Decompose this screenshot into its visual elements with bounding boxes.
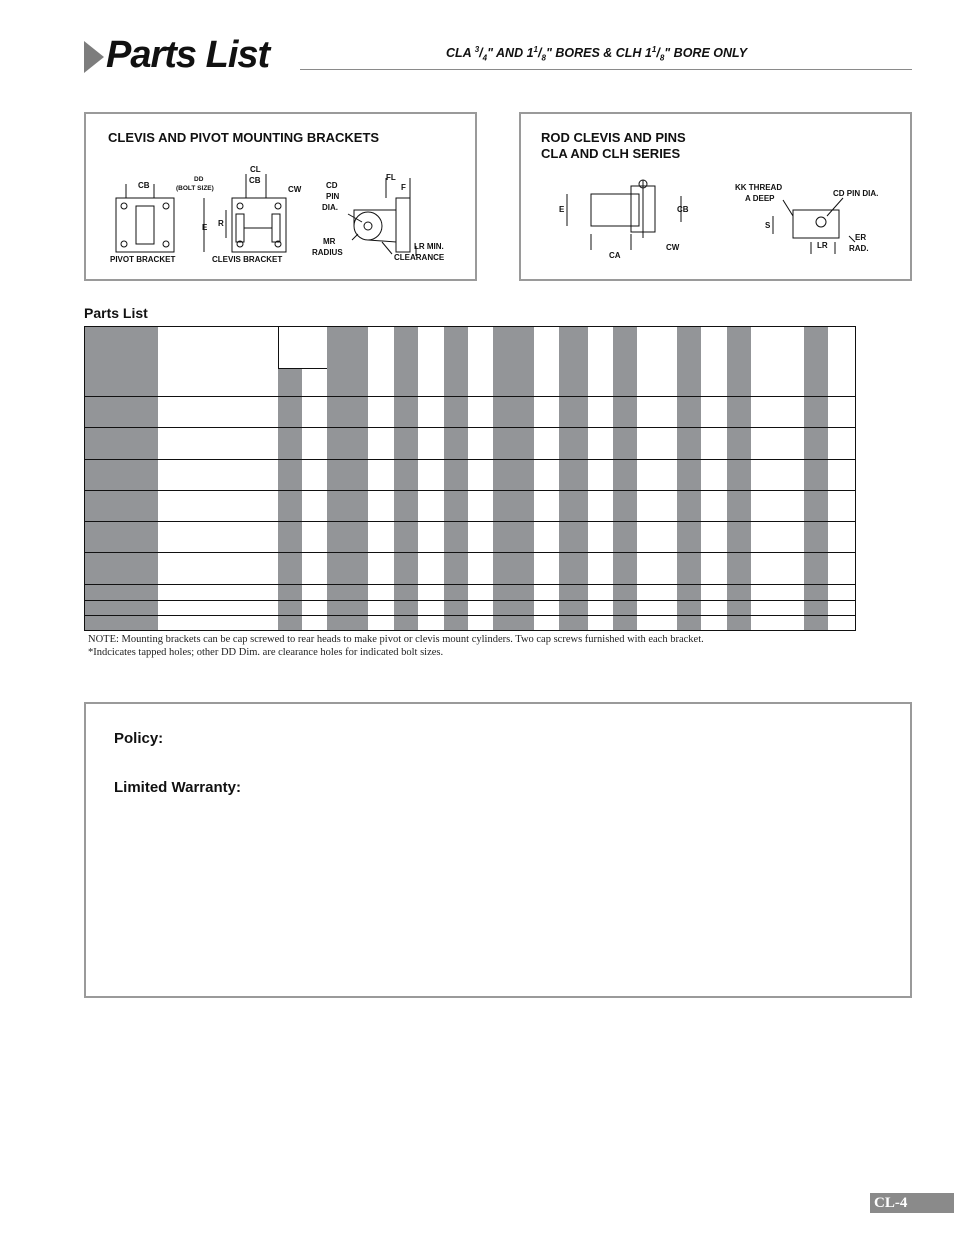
mounting-brackets-title: CLEVIS AND PIVOT MOUNTING BRACKETS <box>108 130 380 145</box>
rod-clevis-drawing <box>521 114 910 279</box>
label-ca: CA <box>609 251 621 260</box>
note-line-1: NOTE: Mounting brackets can be cap screwed to rear heads to make pivot or clevis mount cylinders. Two cap screws furnished with each bracket. <box>88 634 704 645</box>
label-cb-2: CB <box>249 176 261 185</box>
policy-box <box>84 702 912 998</box>
parts-list-heading: Parts List <box>84 305 148 321</box>
label-cb: CB <box>677 205 689 214</box>
label-cw: CW <box>666 243 680 252</box>
table-notes <box>88 634 704 659</box>
label-pin: PIN <box>326 192 340 201</box>
table-row-rule <box>85 521 855 522</box>
rod-clevis-diagram <box>519 112 912 281</box>
note-line-2: *Indcicates tapped holes; other DD Dim. are clearance holes for indicated bolt sizes. <box>88 646 444 658</box>
label-a-deep: A DEEP <box>745 194 775 203</box>
label-cb: CB <box>138 181 150 190</box>
label-s: S <box>765 221 771 230</box>
label-radius: RADIUS <box>312 248 343 257</box>
page-subtitle: CLA $^3/_4$" AND $1^1/_8$" BORES & CLH $1^1/_8$" BORE ONLY <box>446 45 748 63</box>
label-e: E <box>202 223 208 232</box>
table-col-shade <box>278 368 302 630</box>
label-pivot-bracket: PIVOT BRACKET <box>110 255 176 264</box>
label-clevis-bracket: CLEVIS BRACKET <box>212 255 283 264</box>
header-arrow-icon <box>84 41 104 73</box>
table-vline <box>278 327 279 368</box>
table-header-rule <box>85 396 855 397</box>
label-rad: RAD. <box>849 244 869 253</box>
label-cl: CL <box>250 165 261 174</box>
rod-clevis-title-2: CLA AND CLH SERIES <box>541 146 681 161</box>
label-dia: DIA. <box>322 203 338 212</box>
label-bolt-size: (BOLT SIZE) <box>176 185 214 192</box>
table-header-sub-rule <box>278 368 327 369</box>
label-e: E <box>559 205 565 214</box>
label-r: R <box>218 219 224 228</box>
table-row-rule <box>85 552 855 553</box>
label-cd: CD <box>326 181 338 190</box>
mounting-brackets-diagram <box>84 112 477 281</box>
policy-heading: Policy: <box>114 730 164 747</box>
label-dd: DD <box>194 176 204 183</box>
label-mr: MR <box>323 237 336 246</box>
label-lr: LR <box>817 241 828 250</box>
table-row-rule <box>85 600 855 601</box>
page-number: CL-4 <box>874 1195 908 1211</box>
table-row-rule <box>85 459 855 460</box>
table-row-rule <box>85 615 855 616</box>
parts-table <box>84 326 856 631</box>
label-kk-thread: KK THREAD <box>735 183 783 192</box>
label-cd-pin-dia: CD PIN DIA. <box>833 189 879 198</box>
limited-warranty-heading: Limited Warranty: <box>114 779 241 796</box>
table-row-rule <box>85 584 855 585</box>
label-f: F <box>401 183 406 192</box>
mounting-brackets-drawing <box>86 114 475 279</box>
page-title: Parts List <box>106 34 270 76</box>
rod-clevis-title-1: ROD CLEVIS AND PINS <box>541 130 686 145</box>
label-lr-min: LR MIN. <box>414 242 444 251</box>
table-row-rule <box>85 427 855 428</box>
label-clearance: CLEARANCE <box>394 253 445 262</box>
header-rule <box>300 69 912 70</box>
label-fl: FL <box>386 173 396 182</box>
table-row-rule <box>85 490 855 491</box>
label-er: ER <box>855 233 867 242</box>
label-cw: CW <box>288 185 302 194</box>
